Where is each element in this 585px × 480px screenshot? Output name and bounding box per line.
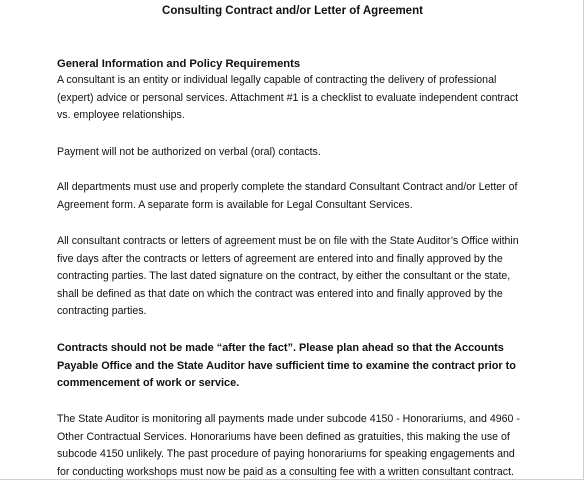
paragraph-line: vs. employee relationships. xyxy=(57,109,185,121)
paragraph-filing xyxy=(57,233,527,321)
paragraph-line: five days after the contracts or letters of agreement are entered into and finally approved by the xyxy=(57,252,503,265)
paragraph-departments xyxy=(57,179,527,214)
document-title: Consulting Contract and/or Letter of Agreement xyxy=(162,5,423,17)
paragraph-payment xyxy=(57,144,527,162)
paragraph-line: Agreement form. A separate form is available for Legal Consultant Services. xyxy=(57,198,413,211)
paragraph-line: (expert) advice or personal services. Attachment #1 is a checklist to evaluate independent contract xyxy=(57,91,519,104)
paragraph-line: The State Auditor is monitoring all payments made under subcode 4150 - Honorariums, and 4960 - xyxy=(57,413,520,425)
paragraph-line: contracting parties. xyxy=(57,305,147,317)
paragraph-line: subcode 4150 unlikely. The past procedure of paying honorariums for speaking engagements and xyxy=(57,448,515,460)
paragraph-line: Other Contractual Services. Honorariums have been defined as gratuities, this making the use of xyxy=(57,430,510,443)
paragraph-line: shall be defined as that date on which the contract was entered into and finally approved by the xyxy=(57,287,503,300)
section-heading: General Information and Policy Requirements xyxy=(57,58,301,70)
paragraph-consultant-definition xyxy=(57,72,527,125)
paragraph-line: A consultant is an entity or individual legally capable of contracting the delivery of professional xyxy=(57,74,497,86)
paragraph-line: for conducting workshops must now be paid as a consulting fee with a written consultant contract. xyxy=(57,465,514,478)
paragraph-state-auditor xyxy=(57,411,527,480)
paragraph-line: All consultant contracts or letters of agreement must be on file with the State Auditor’s Office within xyxy=(57,235,519,247)
paragraph-line: Payable Office and the State Auditor have sufficient time to examine the contract prior to xyxy=(57,359,516,372)
paragraph-line: contracting parties. The last dated signature on the contract, by either the consultant or the state, xyxy=(57,270,511,282)
paragraph-line: Contracts should not be made “after the fact”. Please plan ahead so that the Accounts xyxy=(57,342,504,354)
paragraph-line: commencement of work or service. xyxy=(57,377,240,389)
paragraph-line: Payment will not be authorized on verbal (oral) contacts. xyxy=(57,146,321,158)
paragraph-warning xyxy=(57,340,527,393)
paragraph-line: All departments must use and properly complete the standard Consultant Contract and/or Letter of xyxy=(57,181,518,193)
